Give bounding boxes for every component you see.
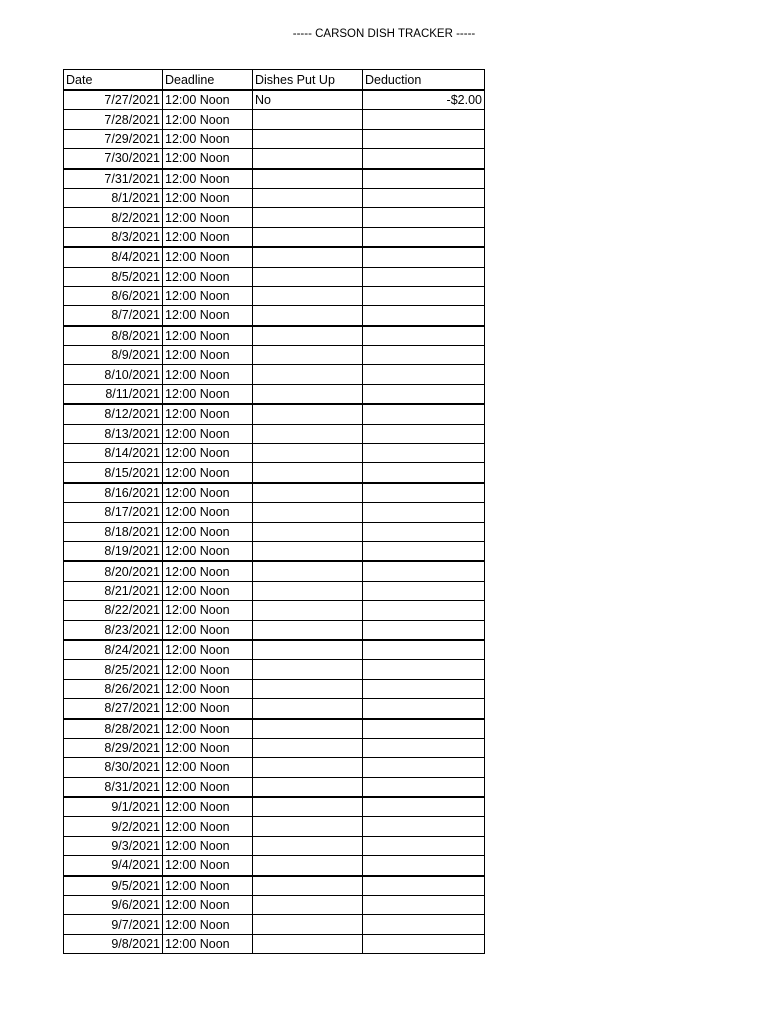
table-row (64, 777, 485, 797)
dishes-put-up-cell[interactable] (253, 581, 363, 600)
table-row (64, 227, 485, 247)
deduction-cell[interactable] (363, 679, 485, 698)
deadline-cell[interactable]: 12:00 Noon (163, 758, 253, 777)
deadline-cell[interactable]: 12:00 Noon (163, 522, 253, 541)
dishes-put-up-cell[interactable] (253, 365, 363, 384)
deadline-cell[interactable]: 12:00 Noon (163, 483, 253, 503)
dishes-put-up-cell[interactable] (253, 561, 363, 581)
dishes-put-up-cell[interactable] (253, 444, 363, 463)
dishes-put-up-cell[interactable] (253, 699, 363, 719)
date-cell[interactable]: 8/25/2021 (64, 660, 163, 679)
deadline-cell[interactable]: 12:00 Noon (163, 581, 253, 600)
dishes-put-up-cell[interactable] (253, 719, 363, 739)
dishes-put-up-cell[interactable] (253, 777, 363, 797)
dishes-put-up-cell[interactable] (253, 247, 363, 267)
deduction-cell[interactable] (363, 817, 485, 836)
deadline-cell[interactable]: 12:00 Noon (163, 601, 253, 620)
deduction-cell[interactable] (363, 169, 485, 189)
table-row (64, 90, 485, 110)
table-row (64, 365, 485, 384)
column-header-dishes-put-up: Dishes Put Up (253, 70, 363, 91)
deadline-cell[interactable]: 12:00 Noon (163, 541, 253, 561)
deduction-cell[interactable] (363, 522, 485, 541)
deduction-cell[interactable] (363, 503, 485, 522)
dishes-put-up-cell[interactable] (253, 522, 363, 541)
deadline-cell[interactable]: 12:00 Noon (163, 797, 253, 817)
deadline-cell[interactable]: 12:00 Noon (163, 561, 253, 581)
table-body (64, 90, 485, 954)
table-row (64, 444, 485, 463)
table-row (64, 110, 485, 129)
deduction-cell[interactable] (363, 660, 485, 679)
deadline-cell[interactable]: 12:00 Noon (163, 463, 253, 483)
deadline-cell[interactable]: 12:00 Noon (163, 679, 253, 698)
dishes-put-up-cell[interactable] (253, 934, 363, 953)
table-row (64, 463, 485, 483)
table-row (64, 934, 485, 953)
date-cell[interactable]: 8/30/2021 (64, 758, 163, 777)
deduction-cell[interactable] (363, 326, 485, 346)
column-header-deduction: Deduction (363, 70, 485, 91)
deadline-cell[interactable]: 12:00 Noon (163, 444, 253, 463)
deadline-cell[interactable]: 12:00 Noon (163, 817, 253, 836)
deadline-cell[interactable]: 12:00 Noon (163, 934, 253, 953)
deadline-cell[interactable]: 12:00 Noon (163, 129, 253, 148)
deduction-cell[interactable] (363, 777, 485, 797)
deduction-cell[interactable] (363, 444, 485, 463)
deadline-cell[interactable]: 12:00 Noon (163, 915, 253, 934)
table-row (64, 640, 485, 660)
date-cell[interactable]: 7/27/2021 (64, 90, 163, 110)
deduction-cell[interactable] (363, 541, 485, 561)
dishes-put-up-cell[interactable] (253, 915, 363, 934)
deadline-cell[interactable]: 12:00 Noon (163, 836, 253, 855)
deduction-cell[interactable] (363, 227, 485, 247)
date-cell[interactable]: 8/14/2021 (64, 444, 163, 463)
date-cell[interactable]: 8/16/2021 (64, 483, 163, 503)
dishes-put-up-cell[interactable] (253, 169, 363, 189)
dishes-put-up-cell[interactable] (253, 227, 363, 247)
date-cell[interactable]: 9/1/2021 (64, 797, 163, 817)
deadline-cell[interactable]: 12:00 Noon (163, 149, 253, 169)
date-cell[interactable]: 8/18/2021 (64, 522, 163, 541)
deduction-cell[interactable] (363, 346, 485, 365)
table-row (64, 817, 485, 836)
deadline-cell[interactable]: 12:00 Noon (163, 208, 253, 227)
deadline-cell[interactable]: 12:00 Noon (163, 346, 253, 365)
deadline-cell[interactable]: 12:00 Noon (163, 188, 253, 207)
column-header-date: Date (64, 70, 163, 91)
date-cell[interactable]: 8/4/2021 (64, 247, 163, 267)
table-row (64, 856, 485, 876)
deduction-cell[interactable] (363, 286, 485, 305)
dishes-put-up-cell[interactable] (253, 817, 363, 836)
table-row (64, 286, 485, 305)
page-title: ----- CARSON DISH TRACKER ----- (292, 28, 476, 40)
dishes-put-up-cell[interactable] (253, 346, 363, 365)
dishes-put-up-cell[interactable] (253, 679, 363, 698)
table-row (64, 404, 485, 424)
deduction-cell[interactable] (363, 561, 485, 581)
table-row (64, 896, 485, 915)
dishes-put-up-cell[interactable] (253, 110, 363, 129)
dishes-put-up-cell[interactable] (253, 129, 363, 148)
deduction-cell[interactable] (363, 640, 485, 660)
deadline-cell[interactable]: 12:00 Noon (163, 326, 253, 346)
deadline-cell[interactable]: 12:00 Noon (163, 620, 253, 640)
deduction-cell[interactable] (363, 149, 485, 169)
table-row (64, 561, 485, 581)
table-row (64, 915, 485, 934)
deduction-cell[interactable] (363, 463, 485, 483)
date-cell[interactable]: 8/5/2021 (64, 267, 163, 286)
table-row (64, 208, 485, 227)
date-cell[interactable]: 8/10/2021 (64, 365, 163, 384)
dishes-put-up-cell[interactable] (253, 483, 363, 503)
table-row (64, 169, 485, 189)
table-row (64, 660, 485, 679)
date-cell[interactable]: 8/17/2021 (64, 503, 163, 522)
table-row (64, 326, 485, 346)
date-cell[interactable]: 8/7/2021 (64, 306, 163, 326)
dishes-put-up-cell[interactable] (253, 424, 363, 443)
dishes-put-up-cell[interactable] (253, 856, 363, 876)
date-cell[interactable]: 9/8/2021 (64, 934, 163, 953)
date-cell[interactable]: 7/30/2021 (64, 149, 163, 169)
date-cell[interactable]: 8/28/2021 (64, 719, 163, 739)
date-cell[interactable]: 9/2/2021 (64, 817, 163, 836)
date-cell[interactable]: 8/31/2021 (64, 777, 163, 797)
date-cell[interactable]: 9/6/2021 (64, 896, 163, 915)
dishes-put-up-cell[interactable] (253, 738, 363, 757)
deduction-cell[interactable] (363, 876, 485, 896)
deadline-cell[interactable]: 12:00 Noon (163, 856, 253, 876)
deadline-cell[interactable]: 12:00 Noon (163, 90, 253, 110)
dishes-put-up-cell[interactable] (253, 876, 363, 896)
date-cell[interactable]: 8/8/2021 (64, 326, 163, 346)
table-row (64, 346, 485, 365)
table-row (64, 601, 485, 620)
table-row (64, 541, 485, 561)
dishes-put-up-cell[interactable] (253, 267, 363, 286)
deduction-cell[interactable] (363, 404, 485, 424)
table-row (64, 758, 485, 777)
date-cell[interactable]: 8/1/2021 (64, 188, 163, 207)
deadline-cell[interactable]: 12:00 Noon (163, 267, 253, 286)
table-row (64, 267, 485, 286)
dishes-put-up-cell[interactable] (253, 896, 363, 915)
deduction-cell[interactable] (363, 188, 485, 207)
deduction-cell[interactable] (363, 306, 485, 326)
table-row (64, 679, 485, 698)
deduction-cell[interactable] (363, 797, 485, 817)
deduction-cell[interactable] (363, 267, 485, 286)
deduction-cell[interactable] (363, 424, 485, 443)
date-cell[interactable]: 8/24/2021 (64, 640, 163, 660)
deduction-cell[interactable] (363, 934, 485, 953)
date-cell[interactable]: 8/3/2021 (64, 227, 163, 247)
date-cell[interactable]: 8/22/2021 (64, 601, 163, 620)
deduction-cell[interactable] (363, 915, 485, 934)
deduction-cell[interactable] (363, 365, 485, 384)
date-cell[interactable]: 7/28/2021 (64, 110, 163, 129)
deadline-cell[interactable]: 12:00 Noon (163, 365, 253, 384)
table-row (64, 522, 485, 541)
dishes-put-up-cell[interactable] (253, 836, 363, 855)
deadline-cell[interactable]: 12:00 Noon (163, 699, 253, 719)
deadline-cell[interactable]: 12:00 Noon (163, 169, 253, 189)
deduction-cell[interactable] (363, 719, 485, 739)
date-cell[interactable]: 8/19/2021 (64, 541, 163, 561)
dishes-put-up-cell[interactable] (253, 384, 363, 404)
date-cell[interactable]: 8/26/2021 (64, 679, 163, 698)
deduction-cell[interactable] (363, 836, 485, 855)
table-row (64, 836, 485, 855)
date-cell[interactable]: 9/5/2021 (64, 876, 163, 896)
dishes-put-up-cell[interactable] (253, 306, 363, 326)
deadline-cell[interactable]: 12:00 Noon (163, 306, 253, 326)
deadline-cell[interactable]: 12:00 Noon (163, 247, 253, 267)
date-cell[interactable]: 8/29/2021 (64, 738, 163, 757)
date-cell[interactable]: 8/13/2021 (64, 424, 163, 443)
deduction-cell[interactable] (363, 247, 485, 267)
dishes-put-up-cell[interactable] (253, 463, 363, 483)
dish-tracker-table (63, 69, 485, 954)
date-cell[interactable]: 9/4/2021 (64, 856, 163, 876)
dishes-put-up-cell[interactable]: No (253, 90, 363, 110)
dishes-put-up-cell[interactable] (253, 640, 363, 660)
dishes-put-up-cell[interactable] (253, 601, 363, 620)
date-cell[interactable]: 8/6/2021 (64, 286, 163, 305)
deadline-cell[interactable]: 12:00 Noon (163, 110, 253, 129)
dishes-put-up-cell[interactable] (253, 503, 363, 522)
table-row (64, 581, 485, 600)
deadline-cell[interactable]: 12:00 Noon (163, 404, 253, 424)
deadline-cell[interactable]: 12:00 Noon (163, 640, 253, 660)
date-cell[interactable]: 7/31/2021 (64, 169, 163, 189)
deadline-cell[interactable]: 12:00 Noon (163, 896, 253, 915)
table-row (64, 738, 485, 757)
deadline-cell[interactable]: 12:00 Noon (163, 660, 253, 679)
deduction-cell[interactable] (363, 208, 485, 227)
column-header-deadline: Deadline (163, 70, 253, 91)
dishes-put-up-cell[interactable] (253, 326, 363, 346)
deduction-cell[interactable] (363, 601, 485, 620)
dishes-put-up-cell[interactable] (253, 149, 363, 169)
date-cell[interactable]: 8/23/2021 (64, 620, 163, 640)
deduction-cell[interactable] (363, 856, 485, 876)
deduction-cell[interactable] (363, 384, 485, 404)
table-row (64, 149, 485, 169)
dishes-put-up-cell[interactable] (253, 758, 363, 777)
deduction-cell[interactable] (363, 738, 485, 757)
table-row (64, 876, 485, 896)
deduction-cell[interactable] (363, 110, 485, 129)
table-row (64, 620, 485, 640)
table-row (64, 699, 485, 719)
dishes-put-up-cell[interactable] (253, 660, 363, 679)
table-row (64, 384, 485, 404)
deadline-cell[interactable]: 12:00 Noon (163, 876, 253, 896)
dishes-put-up-cell[interactable] (253, 208, 363, 227)
deadline-cell[interactable]: 12:00 Noon (163, 424, 253, 443)
table-row (64, 483, 485, 503)
table-row (64, 306, 485, 326)
date-cell[interactable]: 8/21/2021 (64, 581, 163, 600)
deduction-cell[interactable]: -$2.00 (363, 90, 485, 110)
date-cell[interactable]: 8/2/2021 (64, 208, 163, 227)
date-cell[interactable]: 8/20/2021 (64, 561, 163, 581)
header-row (64, 70, 485, 91)
deadline-cell[interactable]: 12:00 Noon (163, 738, 253, 757)
deduction-cell[interactable] (363, 581, 485, 600)
date-cell[interactable]: 8/15/2021 (64, 463, 163, 483)
table-row (64, 424, 485, 443)
date-cell[interactable]: 8/12/2021 (64, 404, 163, 424)
table-row (64, 797, 485, 817)
deadline-cell[interactable]: 12:00 Noon (163, 286, 253, 305)
date-cell[interactable]: 8/27/2021 (64, 699, 163, 719)
table-row (64, 188, 485, 207)
deadline-cell[interactable]: 12:00 Noon (163, 719, 253, 739)
dishes-put-up-cell[interactable] (253, 797, 363, 817)
deduction-cell[interactable] (363, 483, 485, 503)
date-cell[interactable]: 8/9/2021 (64, 346, 163, 365)
date-cell[interactable]: 8/11/2021 (64, 384, 163, 404)
deadline-cell[interactable]: 12:00 Noon (163, 777, 253, 797)
date-cell[interactable]: 9/3/2021 (64, 836, 163, 855)
date-cell[interactable]: 7/29/2021 (64, 129, 163, 148)
deduction-cell[interactable] (363, 620, 485, 640)
deduction-cell[interactable] (363, 699, 485, 719)
table-row (64, 129, 485, 148)
dishes-put-up-cell[interactable] (253, 541, 363, 561)
table-row (64, 503, 485, 522)
dishes-put-up-cell[interactable] (253, 404, 363, 424)
deadline-cell[interactable]: 12:00 Noon (163, 503, 253, 522)
date-cell[interactable]: 9/7/2021 (64, 915, 163, 934)
table-row (64, 719, 485, 739)
deadline-cell[interactable]: 12:00 Noon (163, 227, 253, 247)
deduction-cell[interactable] (363, 758, 485, 777)
dishes-put-up-cell[interactable] (253, 286, 363, 305)
table-row (64, 247, 485, 267)
dishes-put-up-cell[interactable] (253, 188, 363, 207)
deadline-cell[interactable]: 12:00 Noon (163, 384, 253, 404)
deduction-cell[interactable] (363, 896, 485, 915)
deduction-cell[interactable] (363, 129, 485, 148)
dishes-put-up-cell[interactable] (253, 620, 363, 640)
